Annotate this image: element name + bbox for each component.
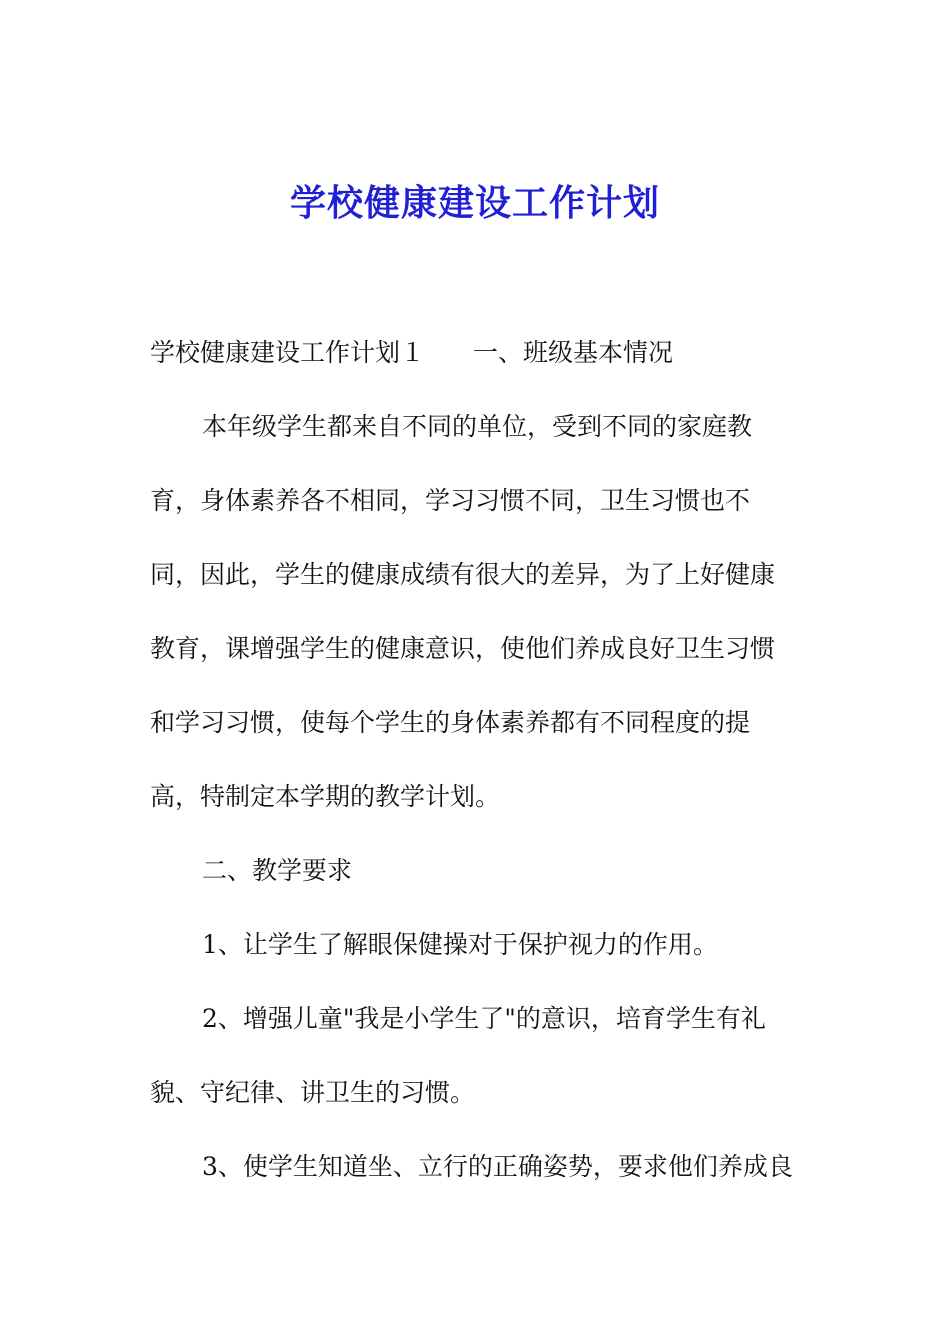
requirement-3: 3、使学生知道坐、立行的正确姿势，要求他们养成良: [202, 1152, 793, 1181]
requirement-2-continued: 貌、守纪律、讲卫生的习惯。: [150, 1078, 476, 1107]
section-heading-2: 二、教学要求: [202, 856, 353, 885]
paragraph-line-6: 高，特制定本学期的教学计划。: [150, 782, 501, 811]
paragraph-line-5: 和学习习惯，使每个学生的身体素养都有不同程度的提: [150, 708, 751, 737]
plan-heading: 学校健康建设工作计划１: [150, 338, 426, 367]
first-line: [150, 336, 673, 370]
paragraph-line-2: 育，身体素养各不相同，学习习惯不同，卫生习惯也不: [150, 486, 751, 515]
section-heading-1: 一、班级基本情况: [473, 338, 674, 367]
paragraph-line-4: 教育，课增强学生的健康意识，使他们养成良好卫生习惯: [150, 634, 776, 663]
paragraph-line-3: 同，因此，学生的健康成绩有很大的差异，为了上好健康: [150, 560, 776, 589]
document-title: 学校健康建设工作计划: [289, 182, 660, 224]
paragraph-line-1: 本年级学生都来自不同的单位，受到不同的家庭教: [202, 412, 753, 441]
requirement-2: 2、增强儿童"我是小学生了"的意识，培育学生有礼: [202, 1004, 766, 1033]
requirement-1: 1、让学生了解眼保健操对于保护视力的作用。: [202, 930, 718, 959]
